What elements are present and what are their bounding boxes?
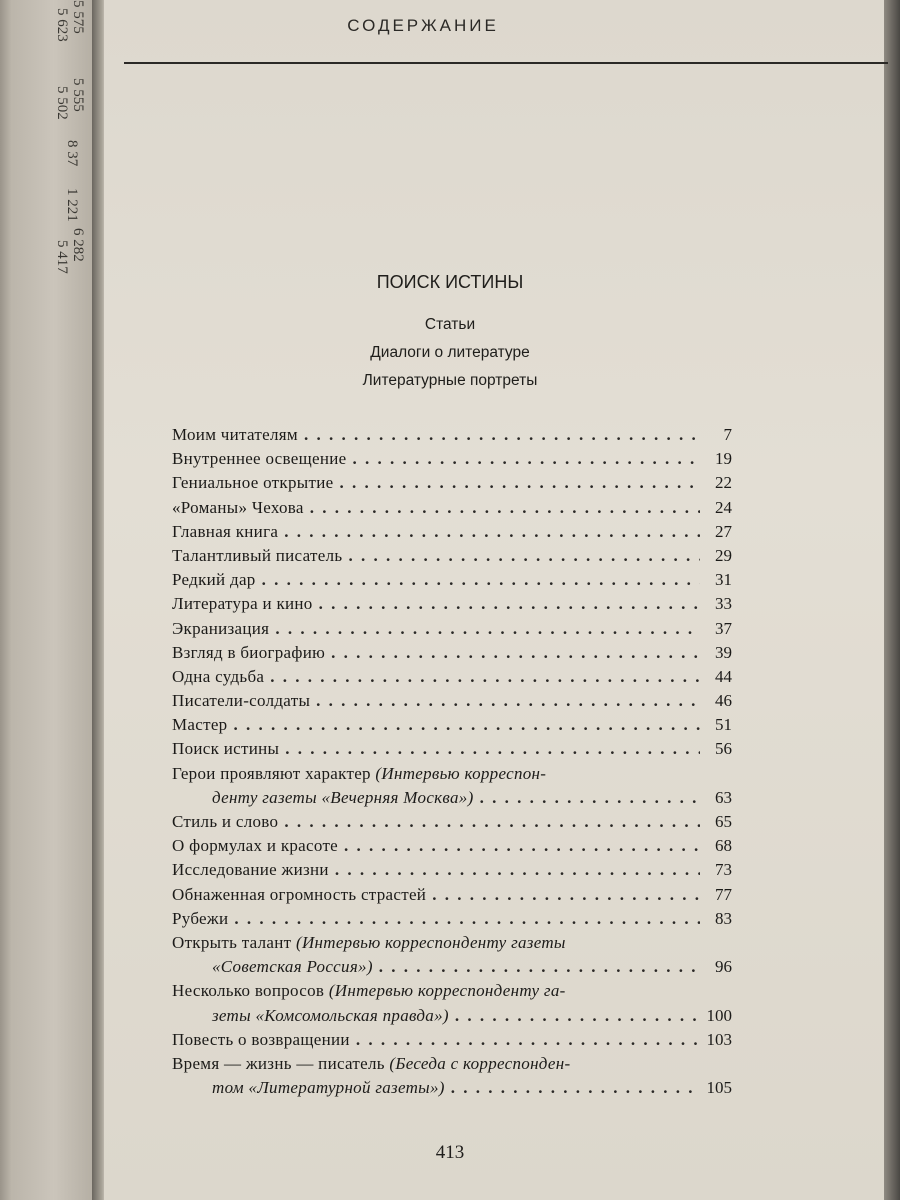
dot-leader bbox=[275, 617, 700, 641]
toc-entry-page: 29 bbox=[715, 545, 732, 565]
toc-entry-title bbox=[172, 907, 228, 931]
toc-entry-title-text: Литература и кино bbox=[172, 594, 313, 614]
toc-entry-title bbox=[172, 979, 566, 1003]
dot-leader bbox=[270, 665, 700, 689]
toc-entry-page: 96 bbox=[715, 957, 732, 977]
toc-entry-title bbox=[172, 447, 346, 471]
dot-leader bbox=[310, 496, 700, 520]
toc-entry bbox=[172, 786, 732, 810]
toc-entry-title-text: Редкий дар bbox=[172, 570, 256, 590]
toc-entry-page: 83 bbox=[715, 908, 732, 928]
toc-entry-title-text: Внутреннее освещение bbox=[172, 449, 347, 469]
section-title: ПОИСК ИСТИНЫ bbox=[376, 272, 524, 292]
toc-entry-page: 37 bbox=[715, 618, 732, 638]
page-number: 413 bbox=[435, 1142, 465, 1163]
toc-entry-note: (Интервью корреспон- bbox=[375, 763, 547, 783]
toc-entry-page: 100 bbox=[706, 1005, 732, 1025]
toc-entry-title bbox=[172, 592, 313, 616]
left-page-outer-edge bbox=[0, 0, 12, 1200]
toc-entry-title bbox=[212, 1076, 445, 1100]
dot-leader bbox=[262, 568, 700, 592]
toc-entry-title bbox=[172, 665, 264, 689]
toc-entry-title-text: Экранизация bbox=[172, 618, 270, 638]
toc-entry bbox=[172, 1004, 732, 1028]
dot-leader bbox=[331, 641, 700, 665]
toc-entry bbox=[172, 907, 732, 931]
toc-entry-title-text: Главная книга bbox=[172, 521, 279, 541]
toc-entry bbox=[172, 423, 732, 447]
dot-leader bbox=[319, 592, 700, 616]
left-margin-mark: 8 37 bbox=[64, 140, 80, 167]
toc-entry-page: 68 bbox=[715, 836, 732, 856]
dot-leader bbox=[432, 883, 700, 907]
left-margin-mark: 6 282 bbox=[70, 228, 86, 262]
toc-entry bbox=[172, 737, 732, 761]
toc-entry-title bbox=[172, 520, 278, 544]
dot-leader bbox=[335, 858, 700, 882]
toc-entry-title-text: Исследование жизни bbox=[172, 860, 329, 880]
toc-entry bbox=[172, 713, 732, 737]
dot-leader bbox=[344, 834, 700, 858]
toc-entry-title bbox=[172, 713, 227, 737]
toc-entry-title bbox=[172, 883, 426, 907]
toc-entry-page: 27 bbox=[715, 521, 732, 541]
toc-entry-title bbox=[172, 423, 298, 447]
toc-entry-page: 65 bbox=[715, 812, 732, 831]
toc-entry-title bbox=[172, 689, 310, 713]
toc-entry-title-text: Время — жизнь — писатель bbox=[172, 1053, 385, 1073]
toc-entry-title bbox=[172, 641, 325, 665]
toc-entry-title bbox=[172, 1028, 350, 1052]
dot-leader bbox=[379, 955, 700, 979]
toc-entry bbox=[172, 665, 732, 689]
toc-entry-title-text: Повесть о возвращении bbox=[172, 1029, 350, 1049]
dot-leader bbox=[285, 737, 700, 761]
left-margin-mark: 5 502 bbox=[54, 86, 70, 120]
dot-leader bbox=[284, 520, 700, 544]
toc-entry-page: 105 bbox=[706, 1078, 732, 1098]
toc-entry-note: зеты «Комсомольская правда») bbox=[212, 1005, 449, 1025]
toc-entry-title bbox=[172, 931, 566, 955]
toc-entry bbox=[172, 496, 732, 520]
toc-entry-page: 22 bbox=[715, 473, 732, 493]
toc-entry-title bbox=[172, 834, 338, 858]
toc-entry-title-text: О формулах и красоте bbox=[172, 836, 339, 856]
toc-entry-title bbox=[172, 617, 269, 641]
left-margin-mark: 5 555 bbox=[70, 78, 86, 112]
toc-entry bbox=[172, 544, 732, 568]
toc-entry-note: (Интервью корреспонденту га- bbox=[328, 981, 566, 1001]
toc-entry-page: 77 bbox=[715, 884, 732, 904]
toc-entry-title-text: Мастер bbox=[172, 715, 228, 735]
toc-entry bbox=[172, 520, 732, 544]
toc-entry-title bbox=[172, 568, 256, 592]
left-margin-mark: 5 417 bbox=[54, 240, 70, 274]
dot-leader bbox=[284, 810, 700, 834]
toc-entry bbox=[172, 762, 732, 786]
toc-entry bbox=[172, 834, 732, 858]
toc-entry-title-text: Одна судьба bbox=[172, 666, 265, 686]
toc-entry-title-text: Моим читателям bbox=[172, 425, 298, 444]
dot-leader bbox=[304, 423, 700, 447]
toc-entry-title bbox=[172, 858, 329, 882]
toc-entry-page: 63 bbox=[715, 787, 732, 807]
header-rule bbox=[124, 62, 888, 64]
toc-entry-title bbox=[212, 1004, 449, 1028]
toc-entry-title bbox=[172, 496, 304, 520]
toc-entry-title-text: Открыть талант bbox=[172, 932, 292, 952]
toc-entry-title-text: Герои проявляют характер bbox=[172, 763, 371, 783]
toc-entry-page: 39 bbox=[715, 642, 732, 662]
dot-leader bbox=[352, 447, 700, 471]
toc-entry-title-text: Рубежи bbox=[172, 908, 229, 928]
toc-entry bbox=[172, 568, 732, 592]
dot-leader bbox=[356, 1028, 700, 1052]
toc-entry bbox=[172, 1076, 732, 1100]
toc-entry bbox=[172, 471, 732, 495]
toc-entry-title-text: Талантливый писатель bbox=[172, 545, 343, 565]
toc-entry-note: «Советская Россия») bbox=[212, 957, 373, 977]
subtitle-portraits: Литературные портреты bbox=[362, 372, 538, 389]
toc-entry-title-text: Взгляд в биографию bbox=[172, 642, 326, 662]
dot-leader bbox=[234, 907, 700, 931]
subtitle-dialogues: Диалоги о литературе bbox=[370, 344, 530, 361]
toc-entry-title bbox=[172, 544, 342, 568]
dot-leader bbox=[451, 1076, 700, 1100]
toc-entry-page: 7 bbox=[723, 425, 732, 444]
toc-entry-title-text: Поиск истины bbox=[172, 739, 280, 759]
toc-entry-page: 46 bbox=[715, 691, 732, 711]
left-page-edge bbox=[0, 0, 98, 1200]
dot-leader bbox=[480, 786, 700, 810]
toc-entry-page: 51 bbox=[715, 715, 732, 735]
toc-entry-title bbox=[172, 762, 546, 786]
toc-entry-note: (Интервью корреспонденту газеты bbox=[295, 932, 566, 952]
toc-entry-title-text: Писатели-солдаты bbox=[172, 691, 311, 711]
toc-entry bbox=[172, 641, 732, 665]
left-margin-mark: 1 221 bbox=[64, 188, 80, 222]
toc-entry bbox=[172, 1052, 732, 1076]
toc-entry bbox=[172, 1028, 732, 1052]
toc-entry-page: 33 bbox=[715, 594, 732, 614]
toc-entry-title bbox=[212, 786, 474, 810]
toc-entry-title-text: Гениальное открытие bbox=[172, 473, 334, 493]
dot-leader bbox=[339, 471, 700, 495]
toc-entry-page: 73 bbox=[715, 860, 732, 880]
toc-entry-page: 19 bbox=[715, 449, 732, 469]
toc-entry-note: том «Литературной газеты») bbox=[212, 1078, 445, 1098]
toc-entry-title bbox=[212, 955, 373, 979]
toc-entry-title-text: «Романы» Чехова bbox=[172, 497, 304, 517]
dot-leader bbox=[348, 544, 700, 568]
toc-entry-page: 24 bbox=[715, 497, 732, 517]
toc-entry bbox=[172, 447, 732, 471]
toc-entry bbox=[172, 810, 732, 834]
toc-entry bbox=[172, 931, 732, 955]
running-head: СОДЕРЖАНИЕ bbox=[347, 16, 499, 35]
dot-leader bbox=[455, 1004, 700, 1028]
toc-entry bbox=[172, 592, 732, 616]
toc-entry bbox=[172, 955, 732, 979]
toc-entry bbox=[172, 979, 732, 1003]
toc-entry-title bbox=[172, 1052, 570, 1076]
toc-entry-page: 44 bbox=[715, 666, 732, 686]
toc-entry-page: 56 bbox=[715, 739, 732, 759]
table-of-contents bbox=[172, 423, 732, 1100]
toc-entry bbox=[172, 883, 732, 907]
dot-leader bbox=[316, 689, 700, 713]
right-page-edge bbox=[884, 0, 900, 1200]
left-margin-mark: 5 575 bbox=[70, 0, 86, 34]
toc-entry-page: 31 bbox=[715, 570, 732, 590]
toc-entry-title-text: Обнаженная огромность страстей bbox=[172, 884, 427, 904]
toc-entry bbox=[172, 689, 732, 713]
subtitle-articles: Статьи bbox=[424, 316, 476, 333]
toc-entry-title bbox=[172, 810, 278, 834]
toc-entry-title-text: Несколько вопросов bbox=[172, 981, 325, 1001]
toc-entry-page: 103 bbox=[706, 1029, 732, 1049]
toc-entry-title bbox=[172, 471, 333, 495]
toc-entry bbox=[172, 617, 732, 641]
left-margin-mark: 5 623 bbox=[54, 8, 70, 42]
toc-entry-title bbox=[172, 737, 279, 761]
toc-entry-note: (Беседа с корреспонден- bbox=[389, 1053, 571, 1073]
toc-entry-note: денту газеты «Вечерняя Москва») bbox=[212, 787, 474, 807]
toc-entry bbox=[172, 858, 732, 882]
toc-entry-title-text: Стиль и слово bbox=[172, 812, 279, 831]
dot-leader bbox=[233, 713, 700, 737]
